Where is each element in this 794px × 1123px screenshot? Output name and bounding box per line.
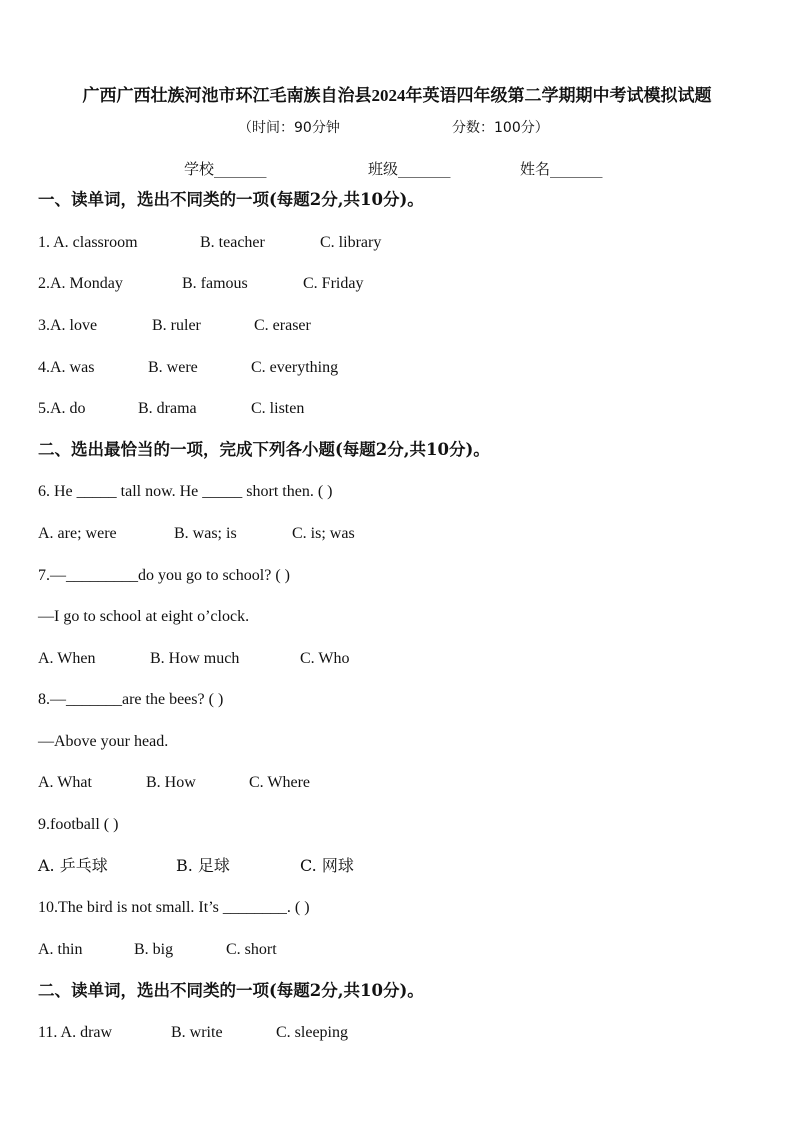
q6-stem: 6. He _____ tall now. He _____ short then. ( )	[38, 483, 333, 500]
q2-option-c: C. Friday	[303, 275, 364, 292]
q6-option-c: C. is; was	[292, 525, 355, 542]
q9-option-c: C. 网球	[300, 856, 354, 875]
q4-option-a: 4.A. was	[38, 359, 95, 376]
q1-option-a: 1. A. classroom	[38, 234, 138, 251]
q4-option-c: C. everything	[251, 359, 339, 376]
school-field: 学校_______	[184, 160, 267, 178]
section-1-title: 一、读单词，选出不同类的一项(每题2分,共10分)。	[38, 190, 424, 209]
exam-time: （时间：90分钟	[238, 120, 340, 136]
q2-option-a: 2.A. Monday	[38, 275, 123, 292]
q11-option-c: C. sleeping	[276, 1024, 348, 1041]
q5-option-c: C. listen	[251, 400, 305, 417]
q6-option-b: B. was; is	[174, 525, 237, 542]
section-2-title: 二、选出最恰当的一项，完成下列各小题(每题2分,共10分)。	[38, 440, 490, 459]
q2-option-b: B. famous	[182, 275, 248, 292]
q10-option-b: B. big	[134, 941, 174, 958]
page-title: 广西广西壮族河池市环江毛南族自治县2024年英语四年级第二学期期中考试模拟试题	[82, 86, 712, 105]
q6-option-a: A. are; were	[38, 525, 117, 542]
q11-option-b: B. write	[171, 1024, 223, 1041]
q8-stem: 8.—_______are the bees? ( )	[38, 691, 224, 708]
q8-option-a: A. What	[38, 774, 92, 791]
q3-option-c: C. eraser	[254, 317, 311, 334]
q8-option-b: B. How	[146, 774, 196, 791]
q1-option-c: C. library	[320, 234, 382, 251]
q5-option-b: B. drama	[138, 400, 197, 417]
q7-option-b: B. How much	[150, 650, 240, 667]
q1-option-b: B. teacher	[200, 234, 265, 251]
q4-option-b: B. were	[148, 359, 198, 376]
q3-option-b: B. ruler	[152, 317, 201, 334]
q3-option-a: 3.A. love	[38, 317, 98, 334]
q5-option-a: 5.A. do	[38, 400, 86, 417]
q9-stem: 9.football ( )	[38, 816, 119, 833]
exam-score: 分数：100分）	[452, 120, 549, 136]
q10-option-c: C. short	[226, 941, 277, 958]
q11-option-a: 11. A. draw	[38, 1024, 113, 1041]
q7-stem: 7.—_________do you go to school? ( )	[38, 567, 290, 584]
class-field: 班级_______	[368, 160, 451, 178]
q10-stem: 10.The bird is not small. It’s ________. ( )	[38, 899, 310, 916]
q8-answer: —Above your head.	[38, 733, 169, 750]
q7-option-c: C. Who	[300, 650, 350, 667]
q9-option-b: B. 足球	[176, 856, 230, 875]
q9-option-a: A. 乒乓球	[38, 856, 108, 875]
q10-option-a: A. thin	[38, 941, 83, 958]
q7-answer: —I go to school at eight o’clock.	[38, 608, 250, 625]
q8-option-c: C. Where	[249, 774, 311, 791]
section-3-title: 二、读单词，选出不同类的一项(每题2分,共10分)。	[38, 981, 424, 1000]
q7-option-a: A. When	[38, 650, 96, 667]
name-field: 姓名_______	[520, 160, 603, 178]
